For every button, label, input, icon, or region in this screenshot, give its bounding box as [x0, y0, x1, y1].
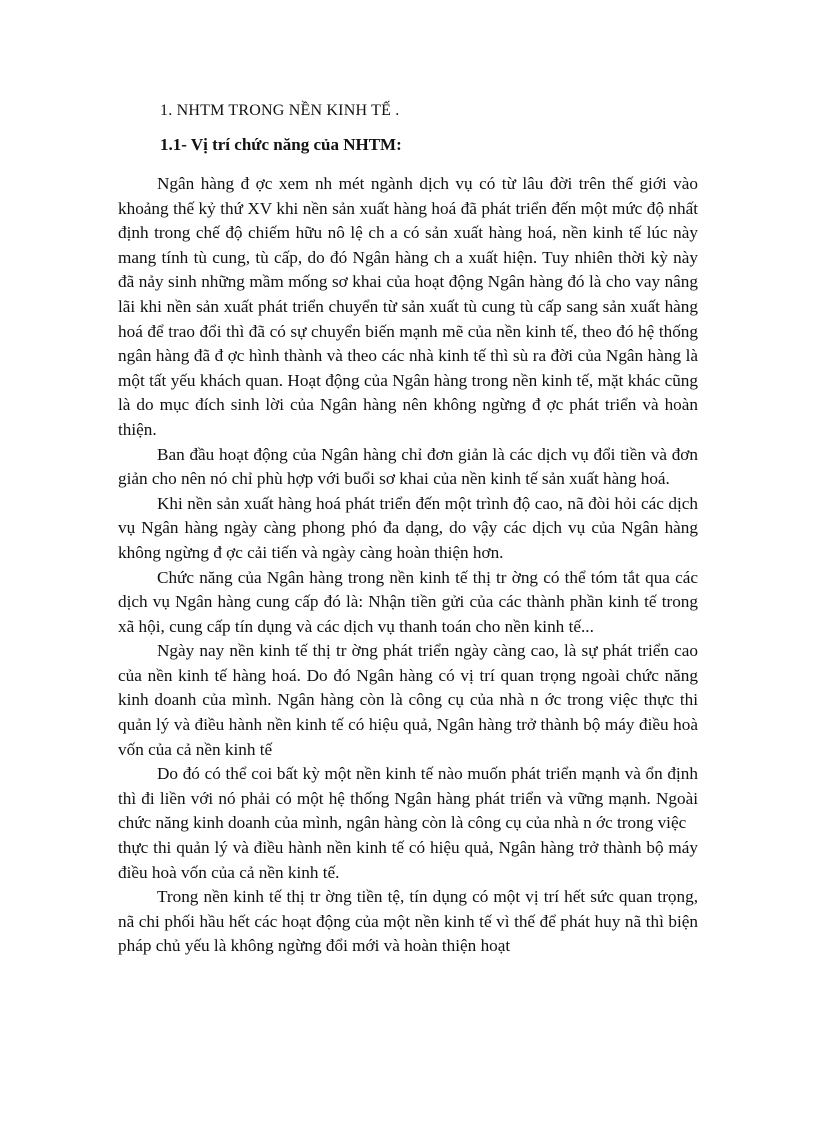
paragraph: Chức năng của Ngân hàng trong nền kinh tế thị tr ờng có thể tóm tắt qua các dịch vụ Ngân hàng cung cấp đó là: Nhận tiền gửi của các thành phần kinh tế trong xã hội, cung cấp tín dụng và các dịch vụ thanh toán cho nền kinh tế...: [118, 567, 698, 636]
paragraph: Ngân hàng đ ợc xem nh mét ngành dịch vụ có từ lâu đời trên thế giới vào khoảng thế kỷ thứ XV khi nền sản xuất hàng hoá đã phát triển đến một mức độ nhất định trong chế độ chiếm hữu nô lệ ch a có sản xuất hàng hoá, nền kinh tế lúc này mang tính tù cung, tù cấp, do đó Ngân hàng ch a xuất hiện. Tuy nhiên thời kỳ này đã nảy sinh những mầm mống sơ khai của hoạt động Ngân hàng đó là cho vay nâng lãi khi nền sản xuất phát triển chuyển từ sản xuất tù cung tù cấp sang sản xuất hàng hoá để trao đổi thì đã có sự chuyển biến mạnh mẽ của nền kinh tế, theo đó hệ thống ngân hàng đã đ ợc hình thành và theo các nhà kinh tế thì sù ra đời của Ngân hàng là một tất yếu khách quan. Hoạt động của Ngân hàng trong nền kinh tế, mặt khác cũng là do mục đích sinh lời của Ngân hàng nên không ngừng đ ợc phát triển và hoàn thiện.: [118, 174, 698, 439]
subsection-heading: 1.1- Vị trí chức năng của NHTM:: [160, 135, 402, 154]
paragraph: thực thi quản lý và điều hành nền kinh tế có hiệu quả, Ngân hàng trở thành bộ máy điều hoà vốn của cả nền kinh tế.: [118, 838, 698, 882]
document-body: [118, 98, 698, 959]
paragraph: Ban đầu hoạt động của Ngân hàng chỉ đơn giản là các dịch vụ đổi tiền và đơn giản cho nên nó chỉ phù hợp với buổi sơ khai của nền kinh tế sản xuất hàng hoá.: [118, 444, 698, 489]
paragraph: Ngày nay nền kinh tế thị tr ờng phát triển ngày càng cao, là sự phát triển cao của nền kinh tế hàng hoá. Do đó Ngân hàng có vị trí quan trọng ngoài chức năng kinh doanh của mình. Ngân hàng còn là công cụ của nhà n ớc trong việc thực thi quản lý và điều hành nền kinh tế có hiệu quả, Ngân hàng trở thành bộ máy điều hoà vốn của cả nền kinh tế: [118, 641, 698, 759]
section-heading: 1. NHTM TRONG NỀN KINH TẾ .: [160, 102, 400, 119]
paragraph: Khi nền sản xuất hàng hoá phát triển đến một trình độ cao, nã đòi hỏi các dịch vụ Ngân hàng ngày càng phong phó đa dạng, do vậy các dịch vụ của Ngân hàng không ngừng đ ợc cải tiến và ngày càng hoàn thiện hơn.: [118, 493, 698, 562]
paragraph: Trong nền kinh tế thị tr ờng tiền tệ, tín dụng có một vị trí hết sức quan trọng, nã chi phối hầu hết các hoạt động của một nền kinh tế vì thế để phát huy nã thì biện pháp chủ yếu là không ngừng đổi mới và hoàn thiện hoạt: [118, 887, 698, 956]
paragraph: Do đó có thể coi bất kỳ một nền kinh tế nào muốn phát triển mạnh và ổn định thì đi liền với nó phải có một hệ thống Ngân hàng phát triển và vững mạnh. Ngoài chức năng kinh doanh của mình, ngân hàng còn là công cụ của nhà n ớc trong việc: [118, 764, 698, 833]
